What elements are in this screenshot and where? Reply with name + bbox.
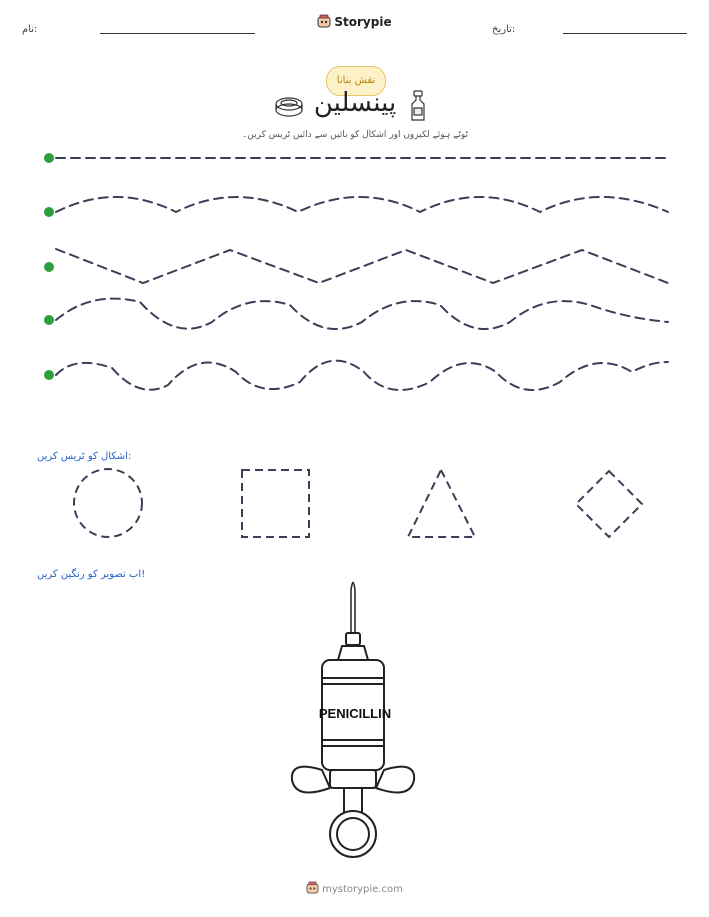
footer-url[interactable]: mystorypie.com: [322, 884, 403, 895]
brand-name: Storypie: [334, 15, 392, 29]
instructions: ٹوٹے ہوئے لکیروں اور اشکال کو بائیں سے دائیں ٹریس کریں۔: [241, 130, 469, 140]
color-label: اب تصویر کو رنگین کریں!: [37, 569, 146, 580]
storypie-logo-icon: [306, 881, 319, 897]
shapes-label: اشکال کو ٹریس کریں:: [37, 451, 132, 462]
footer: [0, 881, 709, 897]
penicillin-label: PENICILLIN: [318, 706, 392, 721]
date-label: تاریخ:: [492, 24, 516, 35]
page-title: پینسلین: [313, 88, 397, 118]
activity-badge: نقش بنانا: [326, 66, 386, 96]
name-label: نام:: [22, 24, 38, 35]
